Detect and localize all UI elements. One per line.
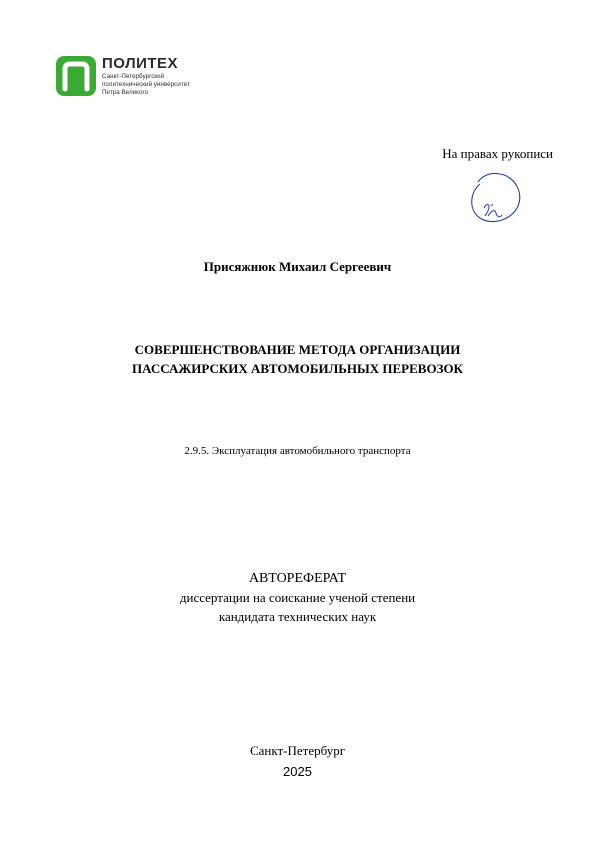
logo-subtitle-line1: Санкт-Петербургский — [102, 73, 165, 80]
logo-subtitle-line2: политехнический университет — [102, 81, 190, 88]
abstract-line-2: кандидата технических наук — [218, 609, 377, 624]
logo-title: ПОЛИТЕХ — [102, 55, 179, 72]
dissertation-title — [0, 340, 595, 378]
footer-year: 2025 — [283, 764, 312, 779]
footer-city: Санкт-Петербург — [249, 743, 346, 758]
specialty-code: 2.9.5. Эксплуатация автомобильного транспорта — [184, 445, 411, 457]
author-name: Присяжнюк Михаил Сергеевич — [203, 259, 392, 274]
logo-subtitle-line3: Петра Великого — [102, 89, 149, 96]
university-logo — [56, 56, 231, 100]
handwritten-signature — [462, 166, 524, 228]
abstract-line-1: диссертации на соискание ученой степени — [179, 590, 416, 605]
title-line-2: ПАССАЖИРСКИХ АВТОМОБИЛЬНЫХ ПЕРЕВОЗОК — [132, 361, 463, 376]
polytech-pi-logo-icon — [56, 56, 96, 96]
title-line-1: СОВЕРШЕНСТВОВАНИЕ МЕТОДА ОРГАНИЗАЦИИ — [134, 342, 461, 357]
abstract-block — [0, 569, 595, 626]
manuscript-note: На правах рукописи — [442, 146, 553, 161]
abstract-heading: АВТОРЕФЕРАТ — [248, 571, 347, 586]
